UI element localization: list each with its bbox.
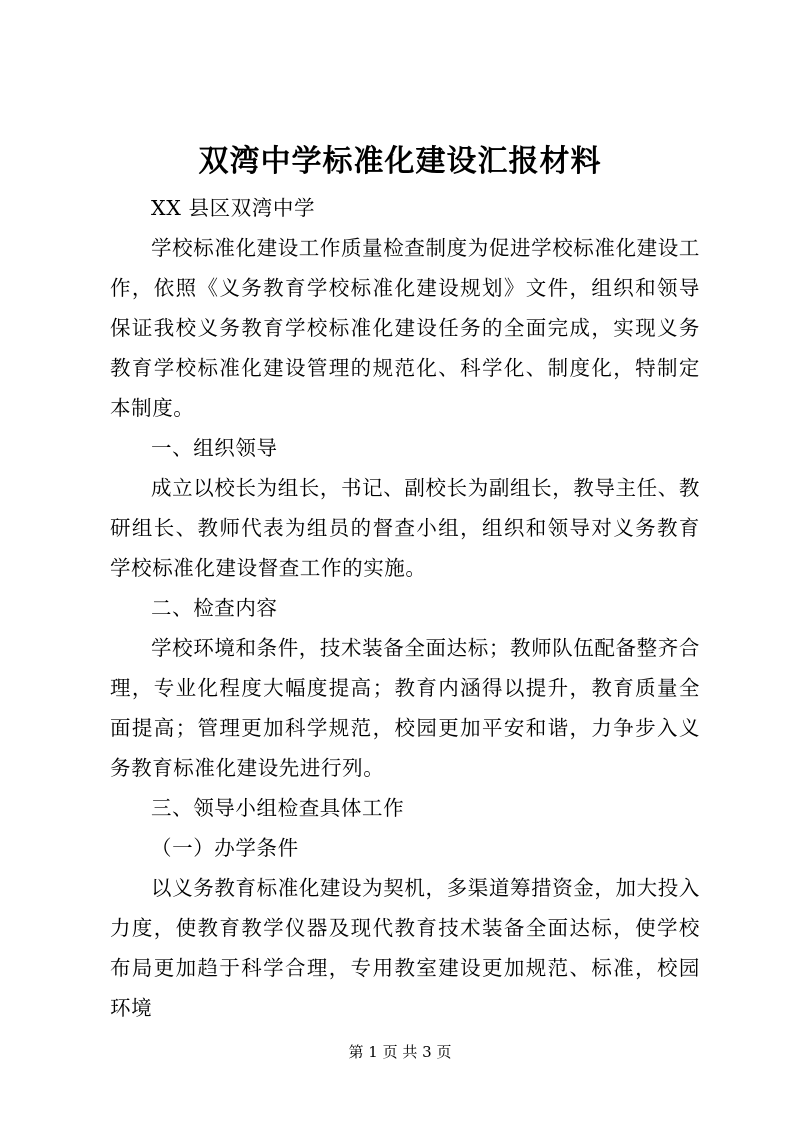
paragraph-intro: 学校标准化建设工作质量检查制度为促进学校标准化建设工作，依照《义务教育学校标准化建设规划》文件，组织和领导保证我校义务教育学校标准化建设任务的全面完成，实现义务教育学校标准化建设管理的规范化、科学化、制度化，特制定本制度。: [110, 236, 700, 420]
subheading-school-conditions: （一）办学条件: [151, 836, 299, 860]
heading-specific-work: 三、领导小组检查具体工作: [151, 796, 405, 820]
paragraph-school-name: XX 县区双湾中学: [151, 196, 316, 220]
document-body: [110, 188, 700, 1028]
page-footer: 第 1 页 共 3 页: [348, 1043, 452, 1061]
document-title: 双湾中学标准化建设汇报材料: [198, 144, 602, 179]
heading-inspection-content: 二、检查内容: [151, 596, 278, 620]
paragraph-inspection-content: 学校环境和条件，技术装备全面达标；教师队伍配备整齐合理，专业化程度大幅度提高；教育内涵得以提升，教育质量全面提高；管理更加科学规范，校园更加平安和谐，力争步入义务教育标准化建设先进行列。: [110, 636, 700, 780]
paragraph-organization: 成立以校长为组长，书记、副校长为副组长，教导主任、教研组长、教师代表为组员的督查小组，组织和领导对义务教育学校标准化建设督查工作的实施。: [110, 476, 700, 580]
paragraph-school-conditions: 以义务教育标准化建设为契机，多渠道筹措资金，加大投入力度，使教育教学仪器及现代教育技术装备全面达标，使学校布局更加趋于科学合理，专用教室建设更加规范、标准，校园环境: [110, 876, 700, 1020]
heading-organization: 一、组织领导: [151, 436, 278, 460]
